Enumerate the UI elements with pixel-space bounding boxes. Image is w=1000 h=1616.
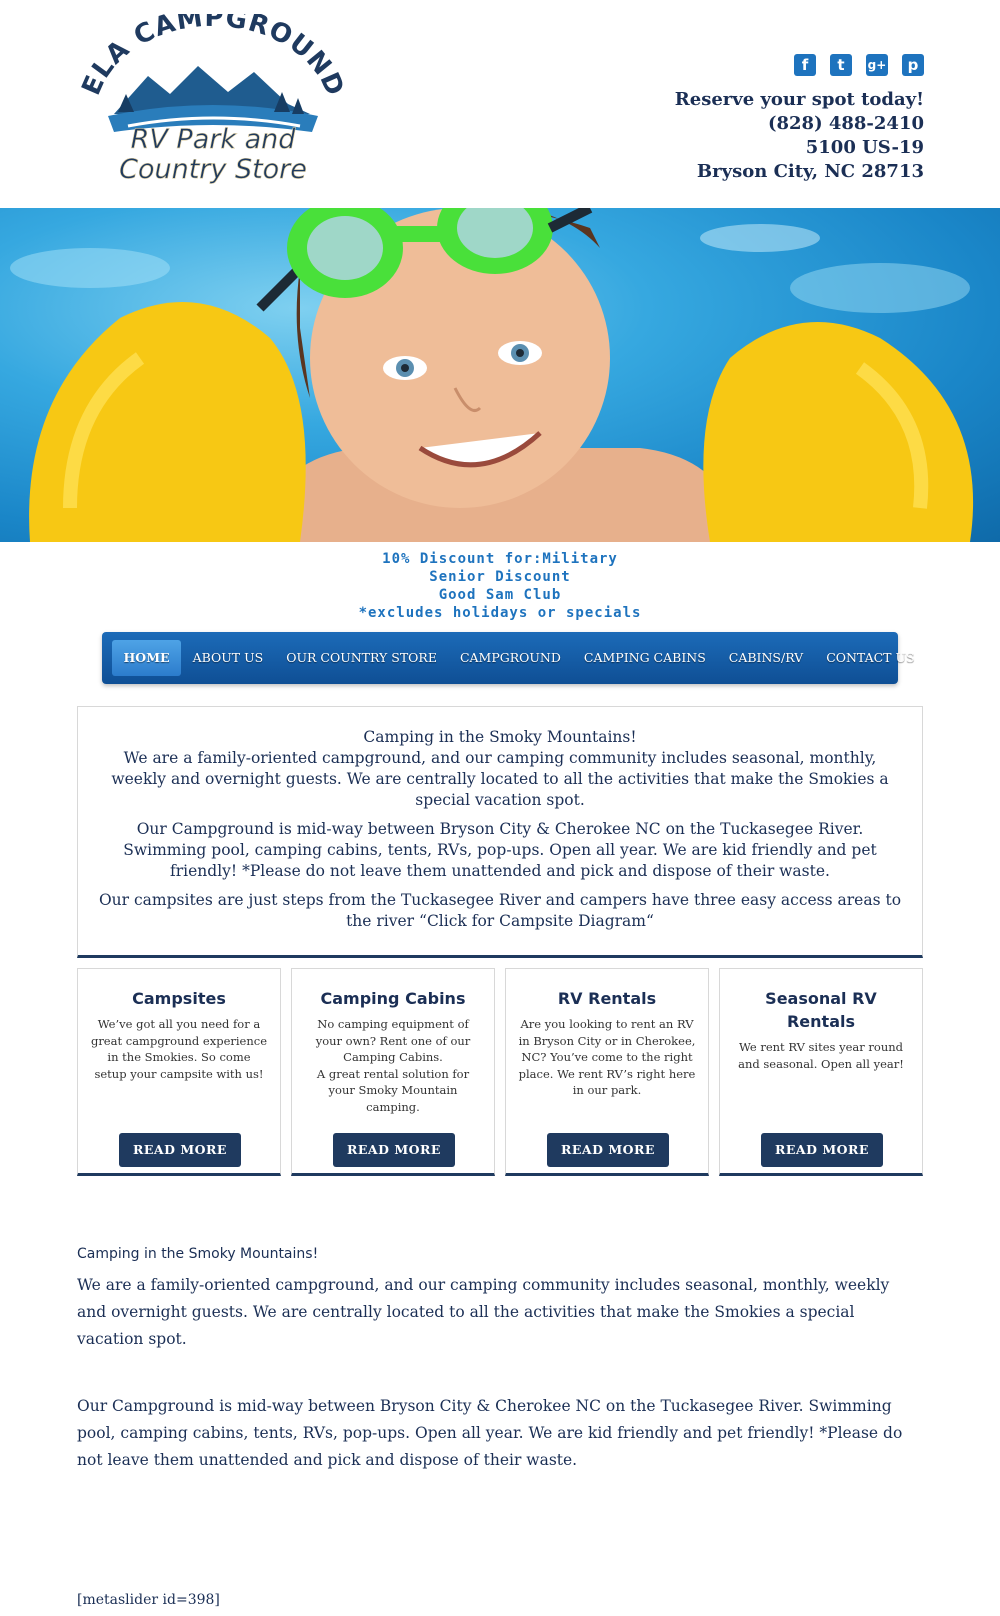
discount-good-sam: Good Sam Club bbox=[438, 587, 562, 603]
card-title: Camping Cabins bbox=[320, 989, 466, 1008]
content-paragraph-1: We are a family-oriented campground, and our camping community includes seasonal, monthly, weekly and overnight guests. We are centrally located to all the activities that make the Smokies a special vacation spot. bbox=[77, 1276, 890, 1348]
logo-graphic bbox=[78, 14, 348, 186]
card-title: RV Rentals bbox=[557, 989, 657, 1008]
pinterest-icon[interactable]: p bbox=[902, 54, 924, 76]
card-title: Campsites bbox=[132, 989, 226, 1008]
hero-illustration bbox=[0, 208, 1000, 542]
phone-number[interactable]: (828) 488-2410 bbox=[767, 113, 924, 134]
content-heading: Camping in the Smoky Mountains! bbox=[77, 1246, 319, 1262]
site-header bbox=[0, 0, 1000, 208]
intro-paragraph-1: We are a family-oriented campground, and our camping community includes seasonal, monthly, weekly and overnight guests. We are centrally located to all the activities that make the Smokies a special vacation spot. bbox=[111, 749, 889, 809]
street-address: 5100 US-19 bbox=[805, 137, 924, 158]
card-description: Are you looking to rent an RV in Bryson City or in Cherokee, NC? You’ve come to the right place. We rent RV’s right here in our park. bbox=[518, 1017, 696, 1097]
card-description: We rent RV sites year round and seasonal. Open all year! bbox=[738, 1040, 904, 1071]
twitter-icon[interactable]: t bbox=[830, 54, 852, 76]
logo-line-1: RV Park and bbox=[130, 124, 296, 155]
logo-line-2: Country Store bbox=[119, 154, 307, 185]
card-description: No camping equipment of your own? Rent one of our Camping Cabins. A great rental solution for your Smoky Mountain camping. bbox=[315, 1017, 471, 1114]
read-more-button[interactable]: READ MORE bbox=[119, 1133, 241, 1167]
card-description: We’ve got all you need for a great campground experience in the Smokies. So come setup your campsite with us! bbox=[90, 1017, 268, 1081]
metaslider-shortcode: [metaslider id=398] bbox=[77, 1592, 220, 1608]
discount-senior: Senior Discount bbox=[429, 569, 571, 585]
reserve-tagline: Reserve your spot today! bbox=[674, 89, 924, 110]
discount-notice bbox=[0, 550, 1000, 622]
feature-cards bbox=[77, 968, 923, 1176]
nav-camping-cabins[interactable]: CAMPING CABINS bbox=[583, 650, 706, 665]
site-logo[interactable] bbox=[78, 14, 348, 186]
contact-block bbox=[675, 88, 924, 184]
city-address: Bryson City, NC 28713 bbox=[696, 161, 924, 182]
read-more-button[interactable]: READ MORE bbox=[761, 1133, 883, 1167]
nav-campground[interactable]: CAMPGROUND bbox=[459, 650, 561, 665]
intro-paragraph-3 bbox=[94, 890, 906, 932]
read-more-button[interactable]: READ MORE bbox=[333, 1133, 455, 1167]
card-campsites bbox=[77, 968, 281, 1176]
nav-home[interactable]: HOME bbox=[112, 640, 181, 676]
read-more-button[interactable]: READ MORE bbox=[547, 1133, 669, 1167]
card-rv-rentals bbox=[505, 968, 709, 1176]
nav-cabins-rv[interactable]: CABINS/RV bbox=[728, 650, 804, 665]
google-plus-icon[interactable]: g+ bbox=[866, 54, 888, 76]
intro-paragraph-2: Our Campground is mid-way between Bryson City & Cherokee NC on the Tuckasegee River. Swimming pool, camping cabins, tents, RVs, pop-ups. Open all year. We are kid friendly and pet friendly! *Please do not leave them unattended and pick and dispose of their waste. bbox=[123, 820, 877, 880]
intro-box bbox=[77, 706, 923, 958]
nav-about-us[interactable]: ABOUT US bbox=[192, 650, 264, 665]
logo-arc-text: ELA CAMPGROUND bbox=[78, 14, 348, 101]
social-links bbox=[794, 54, 924, 76]
intro-title: Camping in the Smoky Mountains! bbox=[363, 728, 637, 746]
card-camping-cabins bbox=[291, 968, 495, 1176]
content-paragraph-2: Our Campground is mid-way between Bryson City & Cherokee NC on the Tuckasegee River. Swimming pool, camping cabins, tents, RVs, pop-ups. Open all year. We are kid friendly and pet friendly! *Please do not leave them unattended and pick and dispose of their waste. bbox=[77, 1397, 903, 1469]
card-title: Seasonal RV Rentals bbox=[765, 989, 877, 1031]
discount-military: 10% Discount for:Military bbox=[382, 551, 618, 567]
intro-paragraph-3-text[interactable]: Our campsites are just steps from the Tuckasegee River and campers have three easy access areas to the river “Click for Campsite Diagram“ bbox=[98, 891, 902, 930]
nav-contact-us[interactable]: CONTACT US bbox=[826, 650, 915, 665]
main-content bbox=[77, 1244, 923, 1514]
discount-exclusion: *excludes holidays or specials bbox=[358, 605, 642, 621]
card-seasonal-rv-rentals bbox=[719, 968, 923, 1176]
nav-our-country-store[interactable]: OUR COUNTRY STORE bbox=[286, 650, 437, 665]
main-nav bbox=[102, 632, 915, 684]
facebook-icon[interactable]: f bbox=[794, 54, 816, 76]
hero-banner-image bbox=[0, 208, 1000, 542]
